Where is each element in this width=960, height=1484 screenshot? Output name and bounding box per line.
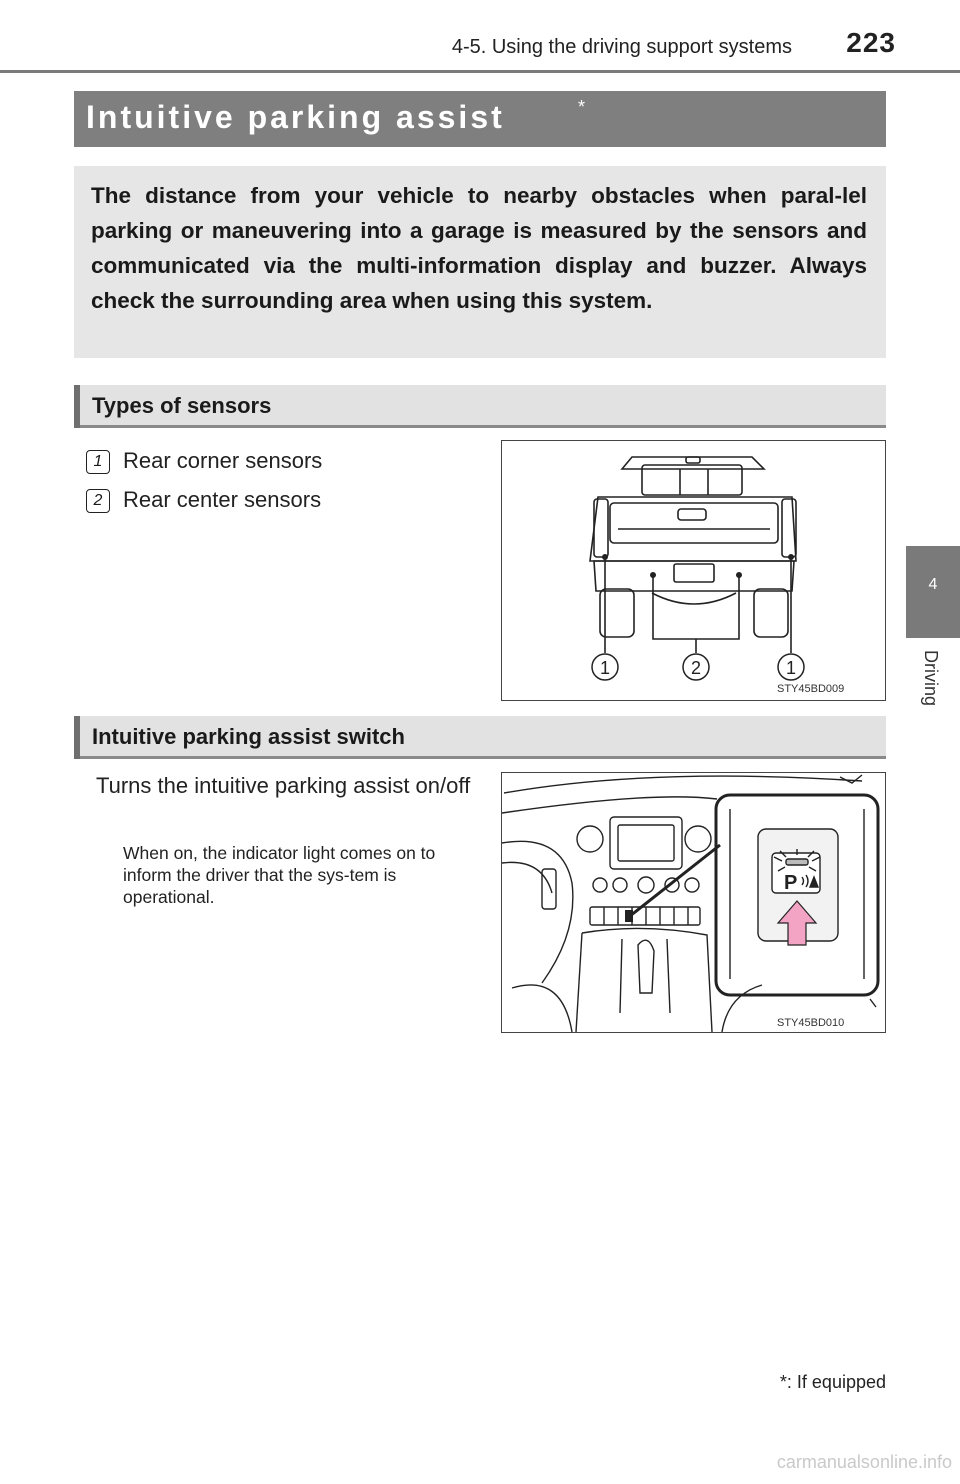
page-title: Intuitive parking assist [86, 99, 505, 135]
chapter-tab [906, 546, 960, 638]
dashboard-illustration [502, 773, 885, 1032]
intro-text: The distance from your vehicle to nearby obstacles when paral-lel parking or maneuvering into a garage is measured by the sensors and communicated via the multi-information display and buzzer. Always check the surrounding area when using this system. [91, 183, 867, 313]
item-number-badge: 1 [86, 450, 110, 474]
switch-note: When on, the indicator light comes on to inform the driver that the sys-tem is operational. [123, 843, 436, 907]
page-title-bar [74, 91, 886, 147]
chapter-tab-label [906, 640, 960, 740]
section-title: 4-5. Using the driving support systems [451, 36, 792, 58]
list-item-label: Rear center sensors [123, 487, 322, 512]
chapter-tab-text: Driving [921, 650, 941, 707]
footnote: *: If equipped [779, 1372, 886, 1392]
if-equipped-asterisk: * [578, 97, 586, 117]
chapter-tab-number: 4 [928, 576, 938, 593]
figure-code: STY45BD010 [777, 1017, 845, 1029]
switch-figure [501, 772, 886, 1033]
switch-heading: Intuitive parking assist switch [92, 724, 405, 749]
list-item-label: Rear corner sensors [123, 448, 323, 473]
watermark: carmanualsonline.info [776, 1452, 952, 1472]
rear-sensors-figure [501, 440, 886, 701]
switch-description: Turns the intuitive parking assist on/off [96, 773, 471, 798]
intro-box [74, 166, 886, 358]
header-rule [0, 70, 960, 73]
figure-code: STY45BD009 [777, 683, 845, 695]
sensors-heading-bar [74, 385, 886, 428]
sensors-heading: Types of sensors [92, 393, 272, 418]
list-item [86, 487, 486, 517]
truck-rear-illustration [502, 441, 885, 700]
list-item [86, 448, 486, 478]
parking-button-letter: P [784, 872, 798, 894]
callout-2: 2 [690, 658, 702, 678]
item-number-badge: 2 [86, 489, 110, 513]
callout-1-left: 1 [599, 658, 611, 678]
page-number: 223 [846, 27, 896, 58]
switch-heading-bar [74, 716, 886, 759]
callout-1-right: 1 [785, 658, 797, 678]
